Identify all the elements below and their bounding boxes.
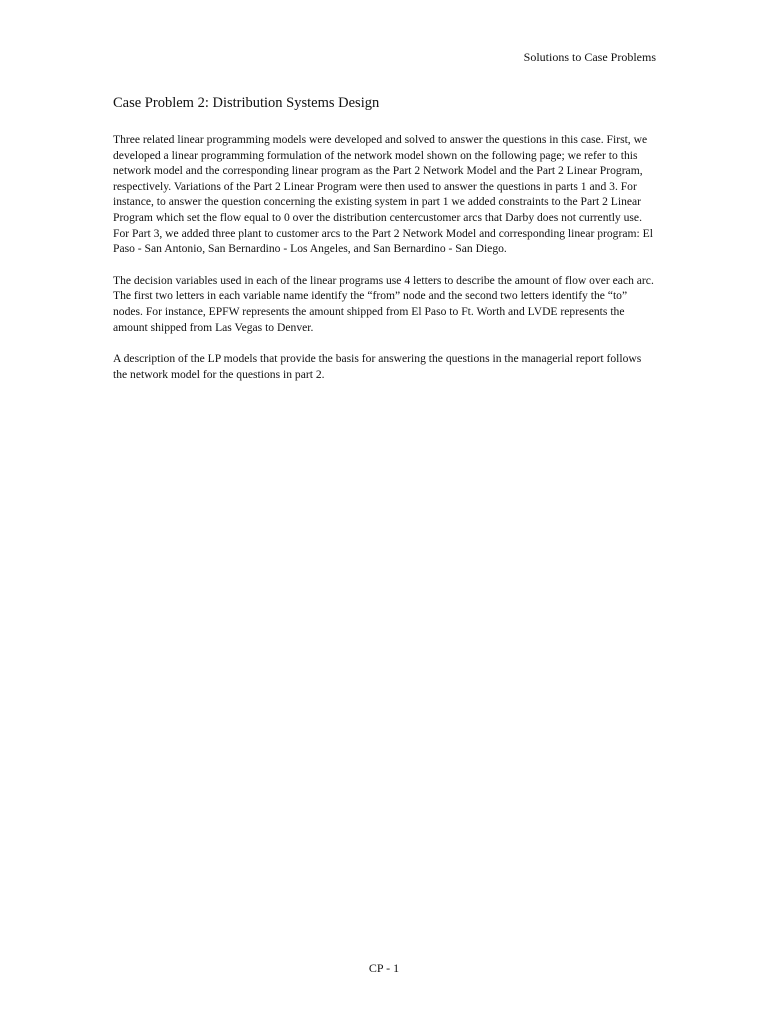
paragraph-intro: Three related linear programming models were developed and solved to answer the questions in this case. First, we developed a linear programming formulation of the network model shown on the following page; we refer to this network model and the corresponding linear program as the Part 2 Network Model and the Part 2 Linear Program, respectively. Variations of the Part 2 Linear Program were then used to answer the questions in parts 1 and 3. For instance, to answer the question concerning the existing system in part 1 we added constraints to the Part 2 Linear Program which set the flow equal to 0 over the distribution centercustomer arcs that Darby does not currently use. For Part 3, we added three plant to customer arcs to the Part 2 Network Model and corresponding linear program: El Paso - San Antonio, San Bernardino - Los Angeles, and San Bernardino - San Diego. — [113, 133, 653, 256]
page-number: CP - 1 — [368, 961, 400, 975]
page-content — [113, 94, 656, 398]
paragraph-lp-description: A description of the LP models that provide the basis for answering the questions in the managerial report follows the network model for the questions in part 2. — [113, 352, 642, 381]
section-title: Case Problem 2: Distribution Systems Design — [113, 95, 380, 111]
running-header: Solutions to Case Problems — [523, 50, 656, 64]
paragraph-decision-variables: The decision variables used in each of the linear programs use 4 letters to describe the amount of flow over each arc. The first two letters in each variable name identify the “from” node and the second two letters identify the “to” nodes. For instance, EPFW represents the amount shipped from El Paso to Ft. Worth and LVDE represents the amount shipped from Las Vegas to Denver. — [113, 273, 654, 334]
